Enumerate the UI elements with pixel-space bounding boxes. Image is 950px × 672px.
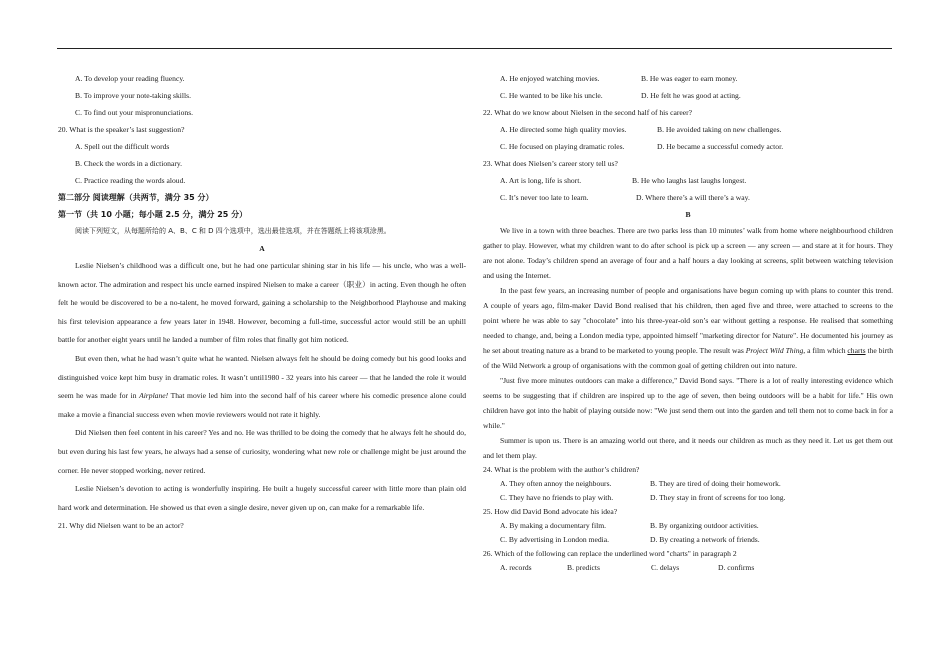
q21-option-a: A. He enjoyed watching movies. (500, 74, 600, 83)
q25-option-b: B. By organizing outdoor activities. (650, 521, 759, 530)
q26-option-c: C. delays (651, 563, 680, 572)
q24-options-row-1 (483, 477, 893, 491)
passage-b-paragraph-4: Summer is upon us. There is an amazing world out there, and it needs our children as much as they need it. Let us get them out and let them play. (483, 436, 893, 460)
q24-option-d: D. They stay in front of screens for too long. (650, 493, 786, 502)
q21-option-b: B. He was eager to earn money. (641, 74, 738, 83)
film-title-airplane: Airplane! (139, 391, 169, 401)
q22-option-d: D. He became a successful comedy actor. (657, 142, 784, 151)
passage-a-paragraph-4: Leslie Nielsen’s devotion to acting is wonderfully inspiring. He built a hugely successful career with little more than plain old hard work and determination. He showed us that even a single desire, never given up on, can make for a remarkable life. (58, 484, 466, 512)
question-26: 26. Which of the following can replace the underlined word "charts" in paragraph 2 (483, 549, 737, 558)
q22-option-c: C. He focused on playing dramatic roles. (500, 142, 625, 151)
instructions: 阅读下列短文，从每题所给的 A、B、C 和 D 四个选项中，选出最佳选项，并在答题纸上将该项涂黑。 (75, 227, 391, 235)
question-23: 23. What does Nielsen’s career story tell us? (483, 159, 618, 168)
passage-b-label: B (685, 210, 691, 219)
q19-option-c: C. To find out your mispronunciations. (75, 108, 194, 117)
question-20: 20. What is the speaker’s last suggestion? (58, 125, 185, 134)
q19-option-a: A. To develop your reading fluency. (75, 74, 185, 83)
q22-options-row-2 (483, 138, 893, 155)
q19-option-b: B. To improve your note-taking skills. (75, 91, 191, 100)
q25-options-row-1 (483, 519, 893, 533)
q24-option-a: A. They often annoy the neighbours. (500, 479, 612, 488)
q21-option-d: D. He felt he was good at acting. (641, 91, 741, 100)
q20-option-b: B. Check the words in a dictionary. (75, 159, 183, 168)
q24-option-c: C. They have no friends to play with. (500, 493, 614, 502)
q23-option-a: A. Art is long, life is short. (500, 176, 582, 185)
section1-title: 第一节（共 10 小题；每小题 2.5 分，满分 25 分） (58, 210, 248, 219)
passage-a-paragraph-1: Leslie Nielsen’s childhood was a difficult one, but he had one particular shining star in his life — his uncle, who was a well-known actor. The admiration and respect his uncle earned inspired Nielsen to make a career（职业）in acting. Even though he often felt he would be discovered to be a no-talent, he moved forward, gaining a scholarship to the Neighborhood Playhouse and making his first television appearance a few years later in 1948. However, becoming a full-time, successful actor would still be an uphill battle for another eight years until he landed a number of film roles that finally got him noticed. (58, 261, 466, 345)
question-25: 25. How did David Bond advocate his idea? (483, 507, 618, 516)
header-rule (57, 48, 892, 49)
q20-option-c: C. Practice reading the words aloud. (75, 176, 186, 185)
passage-a-label: A (259, 244, 265, 253)
passage-a-paragraph-3: Did Nielsen then feel content in his career? Yes and no. He was thrilled to be doing the comedy that he always felt he should do, but even during his last few years, he always had a sense of curiosity, wondering what new role or challenge might be just around the corner. He never stopped working, never retired. (58, 428, 466, 475)
q25-option-d: D. By creating a network of friends. (650, 535, 760, 544)
question-24: 24. What is the problem with the author’s children? (483, 465, 640, 474)
q22-option-a: A. He directed some high quality movies. (500, 125, 627, 134)
part2-title: 第二部分 阅读理解（共两节，满分 35 分） (58, 193, 214, 202)
q26-options-row (483, 561, 893, 575)
q25-option-a: A. By making a documentary film. (500, 521, 607, 530)
question-21: 21. Why did Nielsen want to be an actor? (58, 521, 184, 531)
q21-options-row-1 (483, 70, 893, 87)
passage-b-paragraph-1: We live in a town with three beaches. There are two parks less than 10 minutes’ walk from home where neighbourhood children gather to play. However, what my children want to do after school is pick up a screen — any screen — and stare at it for hours. They are not alone. Today’s children spend an average of four and a half hours a day looking at screens, split between watching television and using the Internet. (483, 226, 893, 280)
q25-option-c: C. By advertising in London media. (500, 535, 610, 544)
q20-option-a: A. Spell out the difficult words (75, 142, 170, 151)
q26-option-d: D. confirms (718, 563, 755, 572)
q23-option-c: C. It’s never too late to learn. (500, 193, 589, 202)
q25-options-row-2 (483, 533, 893, 547)
passage-b-paragraph-3: "Just five more minutes outdoors can make a difference," David Bond says. "There is a lot of really interesting evidence which seems to be suggesting that if children are inspired up to the age of seven, then being outdoors will be a habit for life." His own children have got into the habit of playing outside now: "We just send them out into the garden and tell them not to come back in for a while." (483, 376, 893, 430)
passage-a-paragraph-2: But even then, what he had wasn’t quite what he wanted. Nielsen always felt he should be doing comedy but his good looks and distinguished voice kept him busy in dramatic roles. It wasn’t until1980 - 32 years into his career — that he landed the role it would seem he was made for in Airplane! That movie led him into the second half of his career where his comedic presence alone could make a movie a financial success even when movie reviewers would not rate it highly. (58, 353, 466, 419)
q26-option-b: B. predicts (567, 563, 600, 572)
film-title-project-wild-thing: Project Wild Thing (745, 346, 804, 355)
q23-options-row-1 (483, 172, 893, 189)
passage-b-paragraph-2: In the past few years, an increasing number of people and organisations have begun coming up with plans to counter this trend. A couple of years ago, film-maker David Bond realised that his children, then aged five and three, were attached to screens to the point where he was able to say "chocolate" into his three-year-old son’s ear without getting a response. He realised that something needed to change, and, being a London media type, appointed himself "marketing director for Nature". He documented his journey as he set about treating nature as a brand to be marketed to young people. The result was Project Wild Thing, a film which charts the birth of the Wild Network a group of organisations with the common goal of getting children out into nature. (483, 286, 893, 370)
q26-option-a: A. records (500, 563, 532, 572)
q22-option-b: B. He avoided taking on new challenges. (657, 125, 782, 134)
question-22: 22. What do we know about Nielsen in the second half of his career? (483, 108, 693, 117)
q24-option-b: B. They are tired of doing their homework. (650, 479, 781, 488)
right-column (483, 70, 893, 575)
q21-option-c: C. He wanted to be like his uncle. (500, 91, 603, 100)
q24-options-row-2 (483, 491, 893, 505)
q22-options-row-1 (483, 121, 893, 138)
q23-option-d: D. Where there’s a will there’s a way. (636, 193, 750, 202)
underlined-word-charts: charts (847, 346, 866, 355)
q23-option-b: B. He who laughs last laughs longest. (632, 176, 747, 185)
left-column (58, 70, 466, 534)
q21-options-row-2 (483, 87, 893, 104)
q23-options-row-2 (483, 189, 893, 206)
